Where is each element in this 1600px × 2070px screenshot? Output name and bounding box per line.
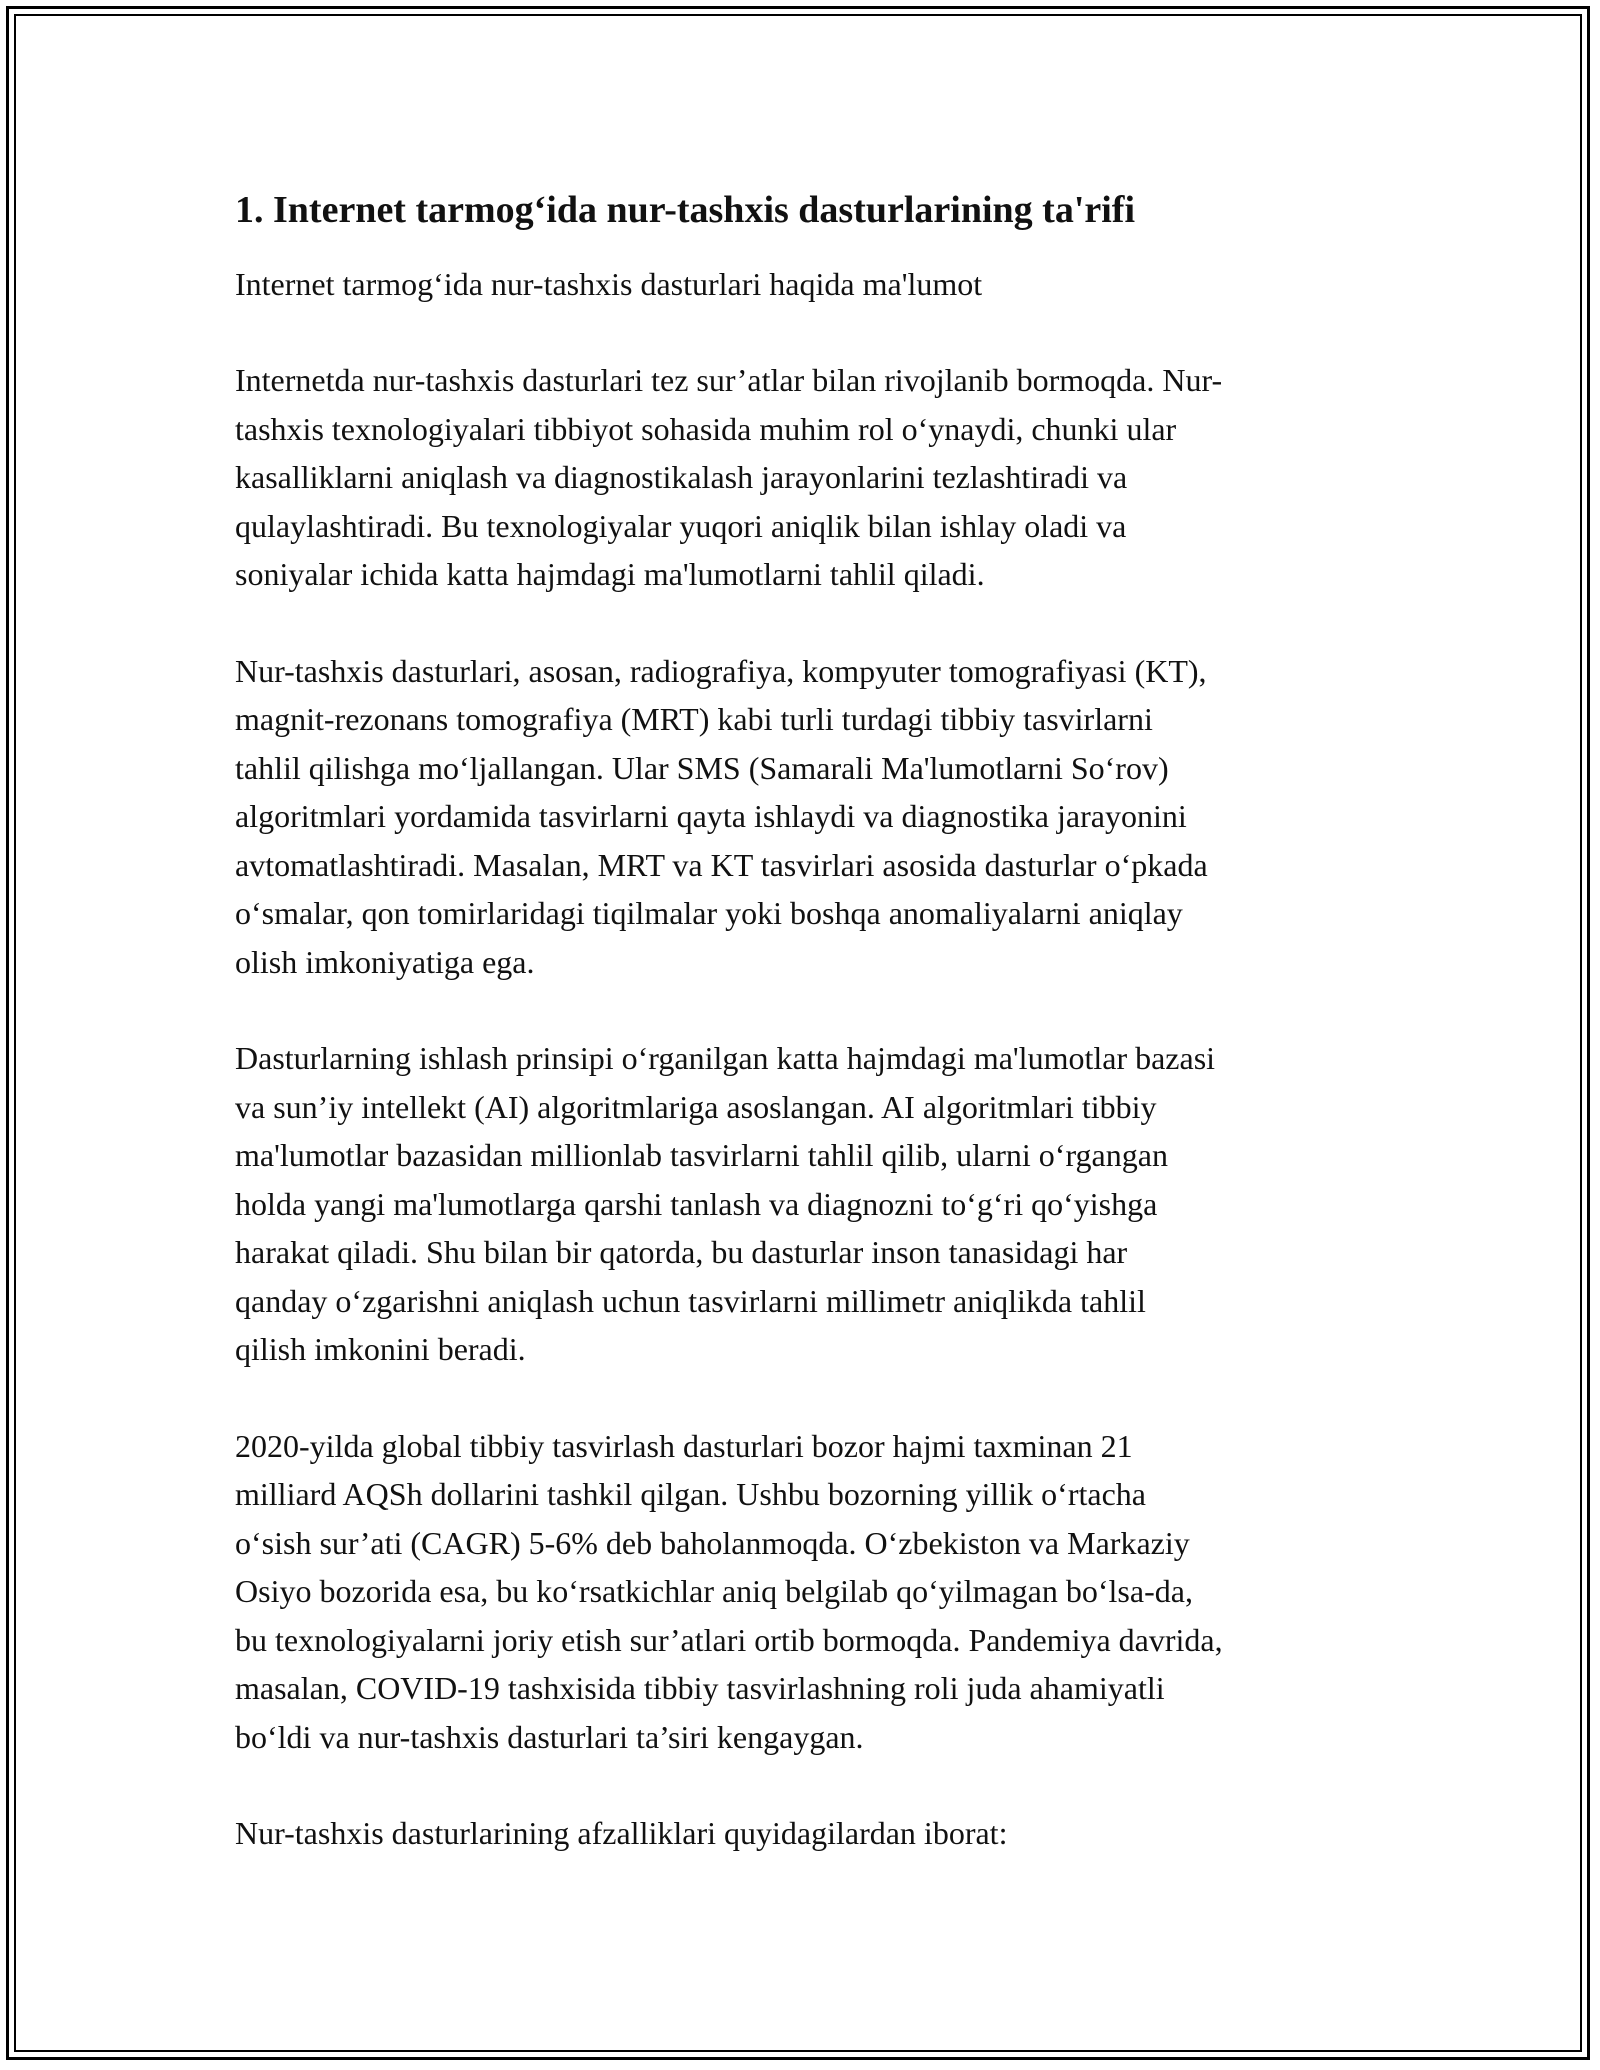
- document-body: [235, 186, 1375, 1906]
- section-subtitle: Internet tarmog‘ida nur-tashxis dasturlari haqida ma'lumot: [235, 266, 983, 302]
- paragraph-1: Internetda nur-tashxis dasturlari tez sur’atlar bilan rivojlanib bormoqda. Nur- tashxis texnologiyalari tibbiyot sohasida muhim rol o‘ynaydi, chunki ular kasalliklarni aniqlash va diagnostikalash jarayonlarini tezlashtiradi va qulaylashtiradi. Bu texnologiyalar yuqori aniqlik bilan ishlay oladi va soniyalar ichida katta hajmdagi ma'lumotlarni tahlil qiladi.: [235, 362, 1223, 592]
- paragraph-2: Nur-tashxis dasturlari, asosan, radiografiya, kompyuter tomografiyasi (KT), magnit-rezonans tomografiya (MRT) kabi turli turdagi tibbiy tasvirlarni tahlil qilishga mo‘ljallangan. Ular SMS (Samarali Ma'lumotlarni So‘rov) algoritmlari yordamida tasvirlarni qayta ishlaydi va diagnostika jarayonini avtomatlashtiradi. Masalan, MRT va KT tasvirlari asosida dasturlar o‘pkada o‘smalar, qon tomirlaridagi tiqilmalar yoki boshqa anomaliyalarni aniqlay olish imkoniyatiga ega.: [235, 652, 1208, 980]
- section-heading: 1. Internet tarmog‘ida nur-tashxis dasturlarining ta'rifi: [235, 189, 1136, 231]
- paragraph-5: Nur-tashxis dasturlarining afzalliklari quyidagilardan iborat:: [235, 1815, 1008, 1851]
- paragraph-3: Dasturlarning ishlash prinsipi o‘rganilgan katta hajmdagi ma'lumotlar bazasi va sun’iy intellekt (AI) algoritmlariga asoslangan. AI algoritmlari tibbiy ma'lumotlar bazasidan millionlab tasvirlarni tahlil qilib, ularni o‘rgangan holda yangi ma'lumotlarga qarshi tanlash va diagnozni to‘g‘ri qo‘yishga harakat qiladi. Shu bilan bir qatorda, bu dasturlar inson tanasidagi har qanday o‘zgarishni aniqlash uchun tasvirlarni millimetr aniqlikda tahlil qilish imkonini beradi.: [235, 1040, 1216, 1367]
- paragraph-4: 2020-yilda global tibbiy tasvirlash dasturlari bozor hajmi taxminan 21 milliard AQSh dollarini tashkil qilgan. Ushbu bozorning yillik o‘rtacha o‘sish sur’ati (CAGR) 5-6% deb baholanmoqda. O‘zbekiston va Markaziy Osiyo bozorida esa, bu ko‘rsatkichlar aniq belgilab qo‘yilmagan bo‘lsa-da, bu texnologiyalarni joriy etish sur’atlari ortib bormoqda. Pandemiya davrida, masalan, COVID-19 tashxisida tibbiy tasvirlashning roli juda ahamiyatli bo‘ldi va nur-tashxis dasturlari ta’siri kengaygan.: [235, 1427, 1223, 1755]
